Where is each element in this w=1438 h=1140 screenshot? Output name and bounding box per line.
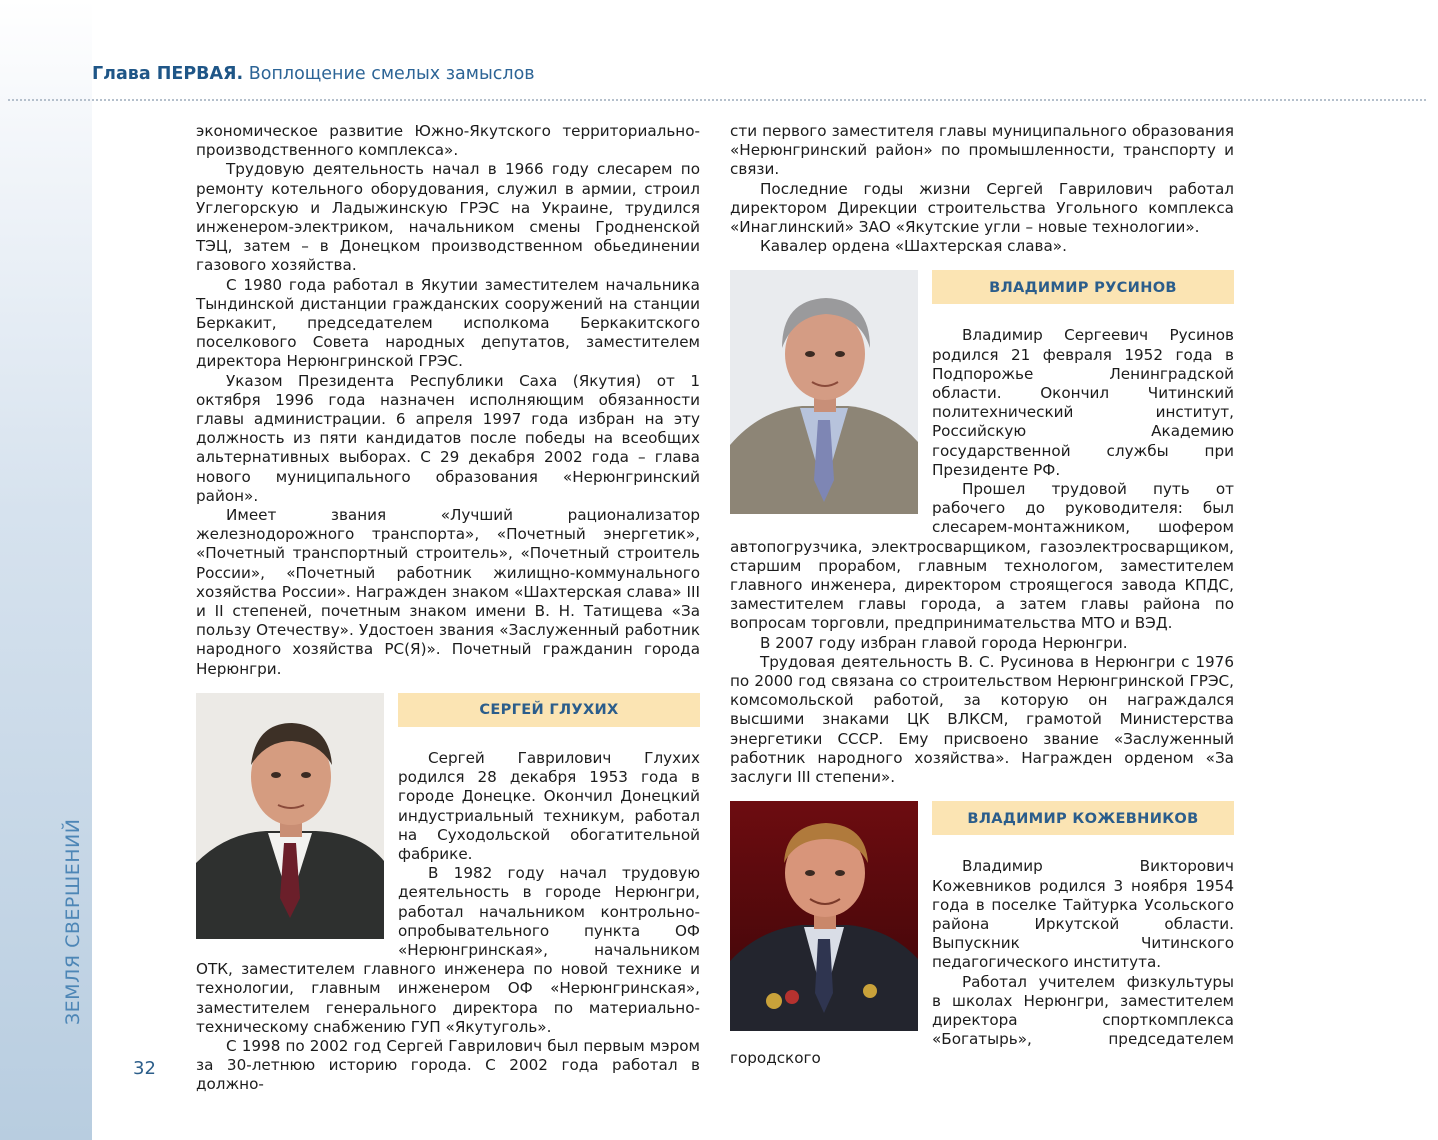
paragraph: Кавалер ордена «Шахтерская слава». bbox=[760, 237, 1067, 256]
paragraph: С 1998 по 2002 год Сергей Гаврилович был первым мэром за 30-летнюю историю города. С 2002 года работал в должно- bbox=[196, 1036, 700, 1094]
sidebar-band bbox=[0, 0, 92, 1140]
bio-name-band bbox=[932, 801, 1234, 835]
paragraph: Владимир Сергеевич Русинов родился 21 февраля 1952 года в Подпорожье Ленинградской области. Окончил Читинский политехнический институт, Российскую Академию государственной службы при Президенте РФ. bbox=[932, 326, 1234, 479]
sidebar-title: ЗЕМЛЯ СВЕРШЕНИЙ bbox=[62, 818, 84, 1025]
paragraph: Сергей Гаврилович Глухих родился 28 декабря 1953 года в городе Донецке. Окончил Донецкий индустриальный техникум, работал на Суходольской обогатительной фабрике. bbox=[398, 748, 700, 863]
bio-name-band bbox=[932, 270, 1234, 304]
portrait-photo-gluhih bbox=[196, 693, 384, 939]
paragraph: сти первого заместителя главы муниципального образования «Нерюнгринский район» по промышленности, транспорту и связи. bbox=[730, 122, 1234, 179]
bio-kozhevnikov bbox=[730, 801, 1234, 1068]
chapter-label: Глава ПЕРВАЯ. bbox=[92, 64, 244, 84]
paragraph: Работал учителем физкультуры в школах Нерюнгри, заместителем директора спорткомплекса «Богатырь», председателем городского bbox=[730, 972, 1234, 1068]
right-column bbox=[730, 122, 1234, 1069]
bio-rusinov bbox=[730, 270, 1234, 787]
page-number: 32 bbox=[133, 1058, 156, 1079]
bio-name: ВЛАДИМИР РУСИНОВ bbox=[989, 278, 1177, 296]
bio-name-band bbox=[398, 693, 700, 727]
paragraph: Трудовая деятельность В. С. Русинова в Нерюнгри с 1976 по 2000 год связана со строительством Нерюнгринской ГРЭС, комсомольской работой, за которую он награждался высшими знаками ЦК ВЛКСМ, грамотой Министерства энергетики СССР. Ему присвоено звание «Заслуженный работник народного хозяйства». Награжден орденом «За заслуги III степени». bbox=[730, 652, 1234, 787]
portrait-photo-kozhevnikov bbox=[730, 801, 918, 1031]
portrait-photo-rusinov bbox=[730, 270, 918, 514]
bio-name: ВЛАДИМИР КОЖЕВНИКОВ bbox=[967, 809, 1199, 827]
running-header bbox=[92, 64, 535, 84]
header-divider bbox=[8, 99, 1426, 101]
paragraph: Трудовую деятельность начал в 1966 году слесарем по ремонту котельного оборудования, служил в армии, строил Углегорскую и Ладыжинскую ГРЭС на Украине, трудился инженером-электриком, начальником смены Гродненской ТЭЦ, затем – в Донецком производственном обьединении газового хозяйства. bbox=[196, 160, 700, 275]
paragraph: Последние годы жизни Сергей Гаврилович работал директором Дирекции строительства Угольного комплекса «Инаглинский» ЗАО «Якутские угли – новые технологии». bbox=[730, 179, 1234, 237]
bio-gluhih bbox=[196, 693, 700, 1095]
paragraph: Владимир Викторович Кожевников родился 3 ноября 1954 года в поселке Тайтурка Усольского района Иркутской области. Выпускник Читинского педагогического института. bbox=[932, 857, 1234, 972]
paragraph: С 1980 года работал в Якутии заместителем начальника Тындинской дистанции гражданских сооружений на станции Беркакит, председателем исполкома Беркакитского поселкового Совета народных депутатов, заместителем директора Нерюнгринской ГРЭС. bbox=[196, 275, 700, 371]
paragraph: Прошел трудовой путь от рабочего до руководителя: был слесарем-монтажником, шофером автопогрузчика, электросварщиком, газоэлектросварщиком, старшим прорабом, главным технологом, заместителем главного инженера, директором строящегося завода КПДС, заместителем главы города, а затем главы района по вопросам торговли, предпринимательства МТО и ВЭД. bbox=[730, 480, 1234, 633]
left-column bbox=[196, 122, 700, 1095]
bio-name: СЕРГЕЙ ГЛУХИХ bbox=[479, 701, 619, 719]
paragraph: В 1982 году начал трудовую деятельность в городе Нерюнгри, работал начальником контрольно-опробывательного пункта ОФ «Нерюнгринская», начальником ОТК, заместителем главного инженера по новой технике и технологии, главным инженером ОФ «Нерюнгринская», заместителем генерального директора по материально-техническому снабжению ГУП «Якутуголь». bbox=[196, 864, 700, 1036]
chapter-subtitle: Воплощение смелых замыслов bbox=[248, 64, 535, 84]
paragraph: В 2007 году избран главой города Нерюнгри. bbox=[760, 633, 1128, 652]
paragraph: Имеет звания «Лучший рационализатор железнодорожного транспорта», «Почетный энергетик», «Почетный транспортный строитель», «Почетный строитель России», «Почетный работник жилищно-коммунального хозяйства России». Награжден знаком «Шахтерская слава» III и II степеней, почетным знаком имени В. Н. Татищева «За пользу Отечеству». Удостоен звания «Заслуженный работник народного хозяйства РС(Я)». Почетный гражданин города Нерюнгри. bbox=[196, 506, 700, 678]
paragraph: Указом Президента Республики Саха (Якутия) от 1 октября 1996 года назначен исполняющим обязанности главы администрации. 6 апреля 1997 года избран на эту должность из пяти кандидатов после победы на всеобщих альтернативных выборах. С 29 декабря 2002 года – глава нового муниципального образования «Нерюнгринский район». bbox=[196, 371, 700, 505]
paragraph: экономическое развитие Южно-Якутского территориально-производственного комплекса». bbox=[196, 122, 700, 160]
